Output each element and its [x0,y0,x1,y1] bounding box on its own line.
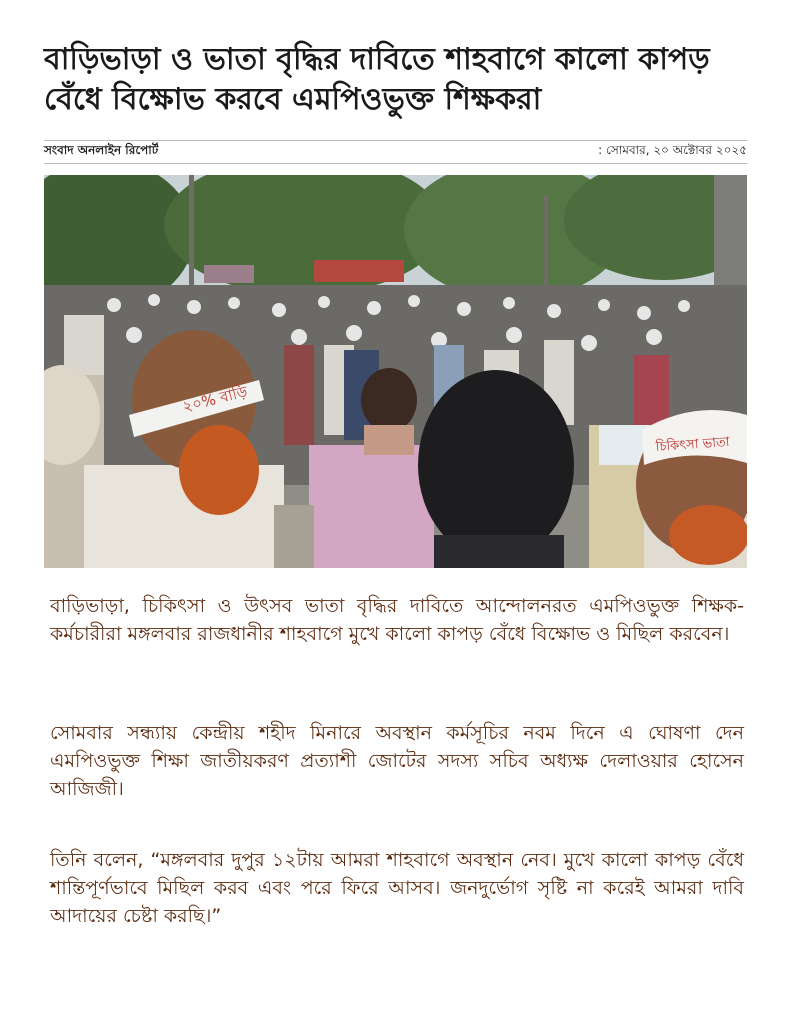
byline-bar [44,140,747,164]
article-headline: বাড়িভাড়া ও ভাতা বৃদ্ধির দাবিতে শাহবাগে কালো কাপড় বেঁধে বিক্ষোভ করবে এমপিওভুক্ত শিক্ষকরা [44,42,710,117]
article-photo [44,175,747,568]
protest-crowd-photo [44,175,747,568]
cap-text: চিকিৎসা ভাতা [655,434,731,455]
article-paragraph-2: সোমবার সন্ধ্যায় কেন্দ্রীয় শহীদ মিনারে অবস্থান কর্মসূচির নবম দিনে এ ঘোষণা দেন এমপিওভুক্ত শিক্ষা জাতীয়করণ প্রত্যাশী জোটের সদস্য সচিব অধ্যক্ষ দেলাওয়ার হোসেন আজিজী। [50,722,744,800]
article-paragraph-3: তিনি বলেন, “মঙ্গলবার দুপুর ১২টায় আমরা শাহবাগে অবস্থান নেব। মুখে কালো কাপড় বেঁধে শান্তিপূর্ণভাবে মিছিল করব এবং পরে ফিরে আসব। জনদুর্ভোগ সৃষ্টি না করেই আমরা দাবি আদায়ের চেষ্টা করছি।” [50,849,744,927]
headband-text: ২০% বাড়ি [180,382,250,416]
reporter-name: সংবাদ অনলাইন রিপোর্ট [44,143,159,157]
article-paragraph-1: বাড়িভাড়া, চিকিৎসা ও উৎসব ভাতা বৃদ্ধির দাবিতে আন্দোলনরত এমপিওভুক্ত শিক্ষক-কর্মচারীরা মঙ্গলবার রাজধানীর শাহবাগে মুখে কালো কাপড় বেঁধে বিক্ষোভ ও মিছিল করবেন। [50,595,744,645]
publish-date: : সোমবার, ২০ অক্টোবর ২০২৫ [598,143,747,157]
